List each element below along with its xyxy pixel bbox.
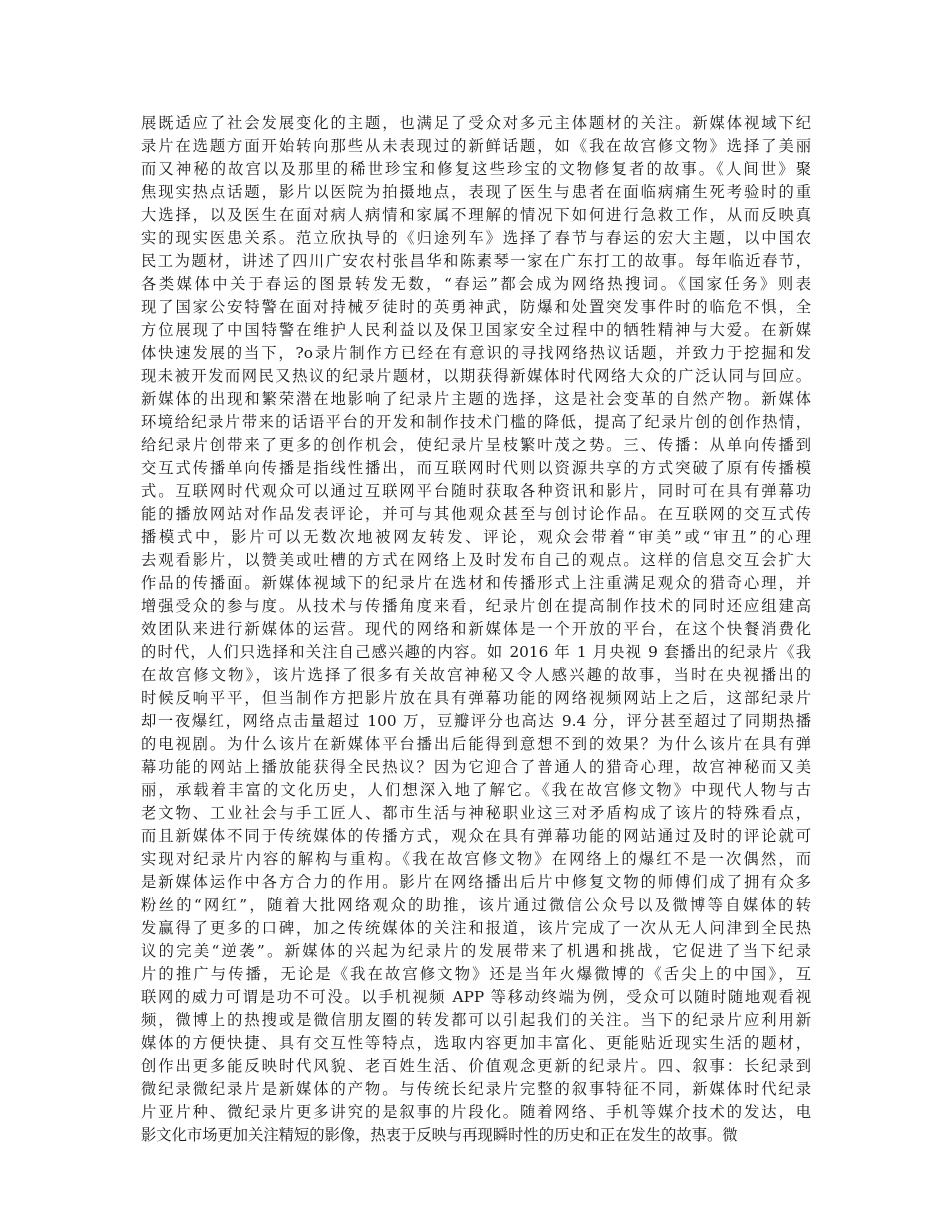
text-line: 议的完美“逆袭”。新媒体的兴起为纪录片的发展带来了机遇和挑战，它促进了当下纪录 — [141, 942, 811, 960]
text-line: 片亚片种、微纪录片更多讲究的是叙事的片段化。随着网络、手机等媒介技术的发达，电 — [141, 1103, 811, 1121]
text-line: 增强受众的参与度。从技术与传播角度来看，纪录片创在提高制作技术的同时还应组建高 — [141, 597, 811, 615]
text-line: 联网的威力可谓是功不可没。以手机视频 APP 等移动终端为例，受众可以随时随地观看视 — [141, 988, 811, 1006]
text-line: 民工为题材，讲述了四川广安农村张昌华和陈素琴一家在广东打工的故事。每年临近春节， — [141, 252, 811, 270]
text-line: 实的现实医患关系。范立欣执导的《归途列车》选择了春节与春运的宏大主题，以中国农 — [141, 229, 811, 247]
text-line: 焦现实热点话题，影片以医院为拍摄地点，表现了医生与患者在面临病痛生死考验时的重 — [141, 183, 811, 201]
text-line: 频，微博上的热搜或是微信朋友圈的转发都可以引起我们的关注。当下的纪录片应利用新 — [141, 1011, 811, 1029]
text-line: 能的播放网站对作品发表评论，并可与其他观众甚至与创讨论作品。在互联网的交互式传 — [141, 505, 811, 523]
text-line: 是新媒体运作中各方合力的作用。影片在网络播出后片中修复文物的师傅们成了拥有众多 — [141, 873, 811, 891]
text-line: 式。互联网时代观众可以通过互联网平台随时获取各种资讯和影片，同时可在具有弹幕功 — [141, 482, 811, 500]
text-line: 体快速发展的当下，?o录片制作方已经在有意识的寻找网络热议话题，并致力于挖掘和发 — [141, 344, 811, 362]
text-line: 幕功能的网站上播放能获得全民热议？因为它迎合了普通人的猎奇心理，故宫神秘而又美 — [141, 758, 811, 776]
text-line: 却一夜爆红，网络点击量超过 100 万，豆瓣评分也高达 9.4 分，评分甚至超过了同期热播 — [141, 712, 811, 730]
text-line: 方位展现了中国特警在维护人民利益以及保卫国家安全过程中的牺牲精神与大爱。在新媒 — [141, 321, 811, 339]
text-line: 新媒体的出现和繁荣潜在地影响了纪录片主题的选择，这是社会变革的自然产物。新媒体 — [141, 390, 811, 408]
text-line: 时候反响平平，但当制作方把影片放在具有弹幕功能的网络视频网站上之后，这部纪录片 — [141, 689, 811, 707]
text-line: 片的推广与传播，无论是《我在故宫修文物》还是当年火爆微博的《舌尖上的中国》，互 — [141, 965, 811, 983]
text-line: 丽，承载着丰富的文化历史，人们想深入地了解它。《我在故宫修文物》中现代人物与古 — [141, 781, 811, 799]
text-line: 在故宫修文物》，该片选择了很多有关故宫神秘又令人感兴趣的故事，当时在央视播出的 — [141, 666, 811, 684]
text-line: 现未被开发而网民又热议的纪录片题材，以期获得新媒体时代网络大众的广泛认同与回应。 — [141, 367, 811, 385]
text-line: 播模式中，影片可以无数次地被网友转发、评论，观众会带着“审美”或“审丑”的心理 — [141, 528, 811, 546]
text-line: 各类媒体中关于春运的图景转发无数，“春运”都会成为网络热搜词。《国家任务》则表 — [141, 275, 811, 293]
text-line: 媒体的方便快捷、具有交互性等特点，选取内容更加丰富化、更能贴近现实生活的题材， — [141, 1034, 811, 1052]
text-line: 发赢得了更多的口碑，加之传统媒体的关注和报道，该片完成了一次从无人问津到全民热 — [141, 919, 811, 937]
text-line: 效团队来进行新媒体的运营。现代的网络和新媒体是一个开放的平台，在这个快餐消费化 — [141, 620, 811, 638]
text-line: 录片在选题方面开始转向那些从未表现过的新鲜话题，如《我在故宫修文物》选择了美丽 — [141, 137, 811, 155]
text-line: 现了国家公安特警在面对持械歹徒时的英勇神武，防爆和处置突发事件时的临危不惧，全 — [141, 298, 811, 316]
text-line: 的电视剧。为什么该片在新媒体平台播出后能得到意想不到的效果？为什么该片在具有弹 — [141, 735, 811, 753]
text-line: 环境给纪录片带来的话语平台的开发和制作技术门槛的降低，提高了纪录片创的创作热情， — [141, 413, 811, 431]
text-line: 粉丝的“网红”，随着大批网络观众的助推，该片通过微信公众号以及微博等自媒体的转 — [141, 896, 811, 914]
text-line: 实现对纪录片内容的解构与重构。《我在故宫修文物》在网络上的爆红不是一次偶然，而 — [141, 850, 811, 868]
text-line: 老文物、工业社会与手工匠人、都市生活与神秘职业这三对矛盾构成了该片的特殊看点， — [141, 804, 811, 822]
text-line: 微纪录微纪录片是新媒体的产物。与传统长纪录片完整的叙事特征不同，新媒体时代纪录 — [141, 1080, 811, 1098]
text-line: 交互式传播单向传播是指线性播出，而互联网时代则以资源共享的方式突破了原有传播模 — [141, 459, 811, 477]
body-text — [141, 112, 811, 1147]
text-line: 大选择，以及医生在面对病人病情和家属不理解的情况下如何进行急救工作，从而反映真 — [141, 206, 811, 224]
text-line: 的时代，人们只选择和关注自己感兴趣的内容。如 2016 年 1 月央视 9 套播出的纪录片《我 — [141, 643, 811, 661]
text-line: 而且新媒体不同于传统媒体的传播方式，观众在具有弹幕功能的网站通过及时的评论就可 — [141, 827, 811, 845]
text-line: 作品的传播面。新媒体视域下的纪录片在选材和传播形式上注重满足观众的猎奇心理，并 — [141, 574, 811, 592]
text-line: 去观看影片，以赞美或吐槽的方式在网络上及时发布自己的观点。这样的信息交互会扩大 — [141, 551, 811, 569]
text-line: 而又神秘的故宫以及那里的稀世珍宝和修复这些珍宝的文物修复者的故事。《人间世》聚 — [141, 160, 811, 178]
text-line: 展既适应了社会发展变化的主题，也满足了受众对多元主体题材的关注。新媒体视域下纪 — [141, 114, 811, 132]
text-line: 影文化市场更加关注精短的影像，热衷于反映与再现瞬时性的历史和正在发生的故事。微 — [141, 1126, 738, 1144]
text-line: 给纪录片创带来了更多的创作机会，使纪录片呈枝繁叶茂之势。三、传播：从单向传播到 — [141, 436, 811, 454]
text-line: 创作出更多能反映时代风貌、老百姓生活、价值观念更新的纪录片。四、叙事：长纪录到 — [141, 1057, 811, 1075]
